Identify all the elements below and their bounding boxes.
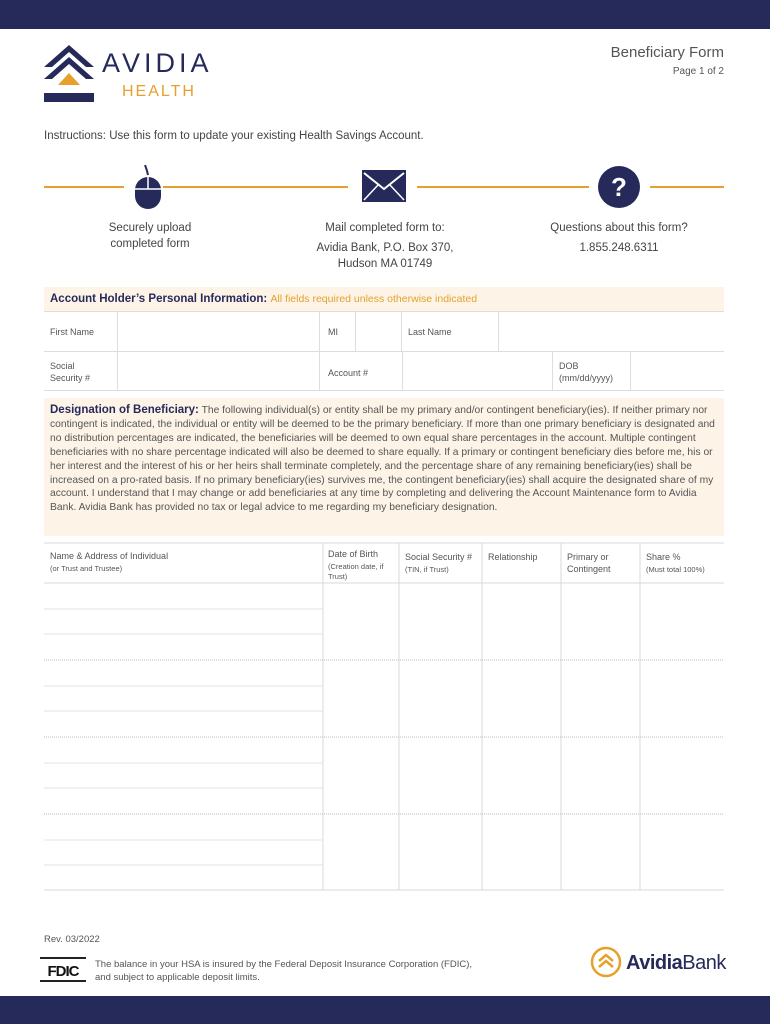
col-share-title: Share % (646, 552, 681, 562)
bank-name-bold: Avidia (626, 952, 683, 974)
form-title: Beneficiary Form (610, 44, 724, 61)
ssn-label-line-2: Security # (50, 373, 91, 383)
first-name-label: First Name (50, 327, 95, 337)
svg-text:?: ? (611, 172, 627, 202)
revision-date: Rev. 03/2022 (44, 934, 100, 945)
account-label: Account # (328, 368, 369, 378)
dob-label-line-1: DOB (559, 361, 579, 371)
bank-name-rest: Bank (682, 952, 726, 974)
page-number: Page 1 of 2 (672, 66, 724, 77)
phone-number[interactable]: 1.855.248.6311 (579, 242, 659, 254)
brand-name: AVIDIA (102, 48, 213, 78)
col-relationship-header: Relationship (488, 552, 538, 562)
designation-text: The following individual(s) or entity shall be my primary and/or contingent beneficiary(ies). If neither primary nor contingent is indicated, the individual or entity will be deemed to be the primary beneficiary. If more than one primary beneficiary is designated and no distribution percentages are indicated, the beneficiaries will be deemed to own equal share percentages in the account. Multiple contingent beneficiaries with no share percentage indicated will also be deemed to share equally. If a primary or contingent beneficiary dies before me, his or her interest and the interest of his or her heirs shall terminate completely, and the percentage share of any remaining beneficiary(ies) shall be increased on a pro-rated basis. If no primary beneficiary(ies) survives me, the contingent beneficiary(ies) shall acquire the designated share of my account. I understand that I may change or add beneficiaries at any time by completing and delivering the Account Maintenance form to Avidia Bank. Avidia Bank has provided no tax or legal advice to me regarding my beneficiary designation. (50, 405, 715, 514)
mail-title: Mail completed form to: (325, 222, 445, 234)
fdic-text-line-1: The balance in your HSA is insured by the Federal Deposit Insurance Corporation (FDIC), (95, 959, 473, 970)
svg-text:FDIC: FDIC (47, 963, 79, 980)
upload-line-1: Securely upload (108, 222, 192, 234)
col-name-title: Name & Address of Individual (50, 551, 169, 561)
ssn-label-line-1: Social (50, 361, 75, 371)
instructions: Instructions: Use this form to update your existing Health Savings Account. (44, 130, 424, 142)
avidia-bank-logo (590, 946, 730, 982)
dob-label-line-2: (mm/dd/yyyy) (559, 373, 613, 383)
upload-line-2: completed form (110, 238, 190, 250)
fdic-logo (40, 957, 86, 983)
mi-label: MI (328, 327, 338, 337)
questions-title: Questions about this form? (550, 222, 688, 234)
col-share-sub: (Must total 100%) (646, 565, 705, 574)
last-name-label: Last Name (408, 327, 452, 337)
col-dob-title: Date of Birth (328, 549, 379, 559)
mail-address-1: Avidia Bank, P.O. Box 370, (316, 242, 454, 254)
bank-name (626, 952, 726, 975)
col-primary-line-2: Contingent (567, 564, 611, 574)
col-ssn-sub: (TIN, if Trust) (405, 565, 449, 574)
col-ssn-title: Social Security # (405, 552, 473, 562)
account-section-title: Account Holder’s Personal Information: (50, 293, 268, 305)
brand-sub: HEALTH (122, 83, 196, 100)
col-primary-line-1: Primary or (567, 552, 609, 562)
fdic-text-line-2: and subject to applicable deposit limits. (95, 972, 260, 983)
col-name-sub: (or Trust and Trustee) (50, 564, 123, 573)
designation-title: Designation of Beneficiary: (50, 404, 199, 416)
required-note: All fields required unless otherwise indicated (270, 293, 478, 305)
bottom-bar (0, 996, 770, 1024)
bank-chevron-icon (590, 946, 622, 978)
mail-address-2: Hudson MA 01749 (337, 258, 433, 270)
col-dob-sub: (Creation date, if Trust) (328, 562, 384, 581)
fdic-disclaimer (95, 958, 515, 984)
